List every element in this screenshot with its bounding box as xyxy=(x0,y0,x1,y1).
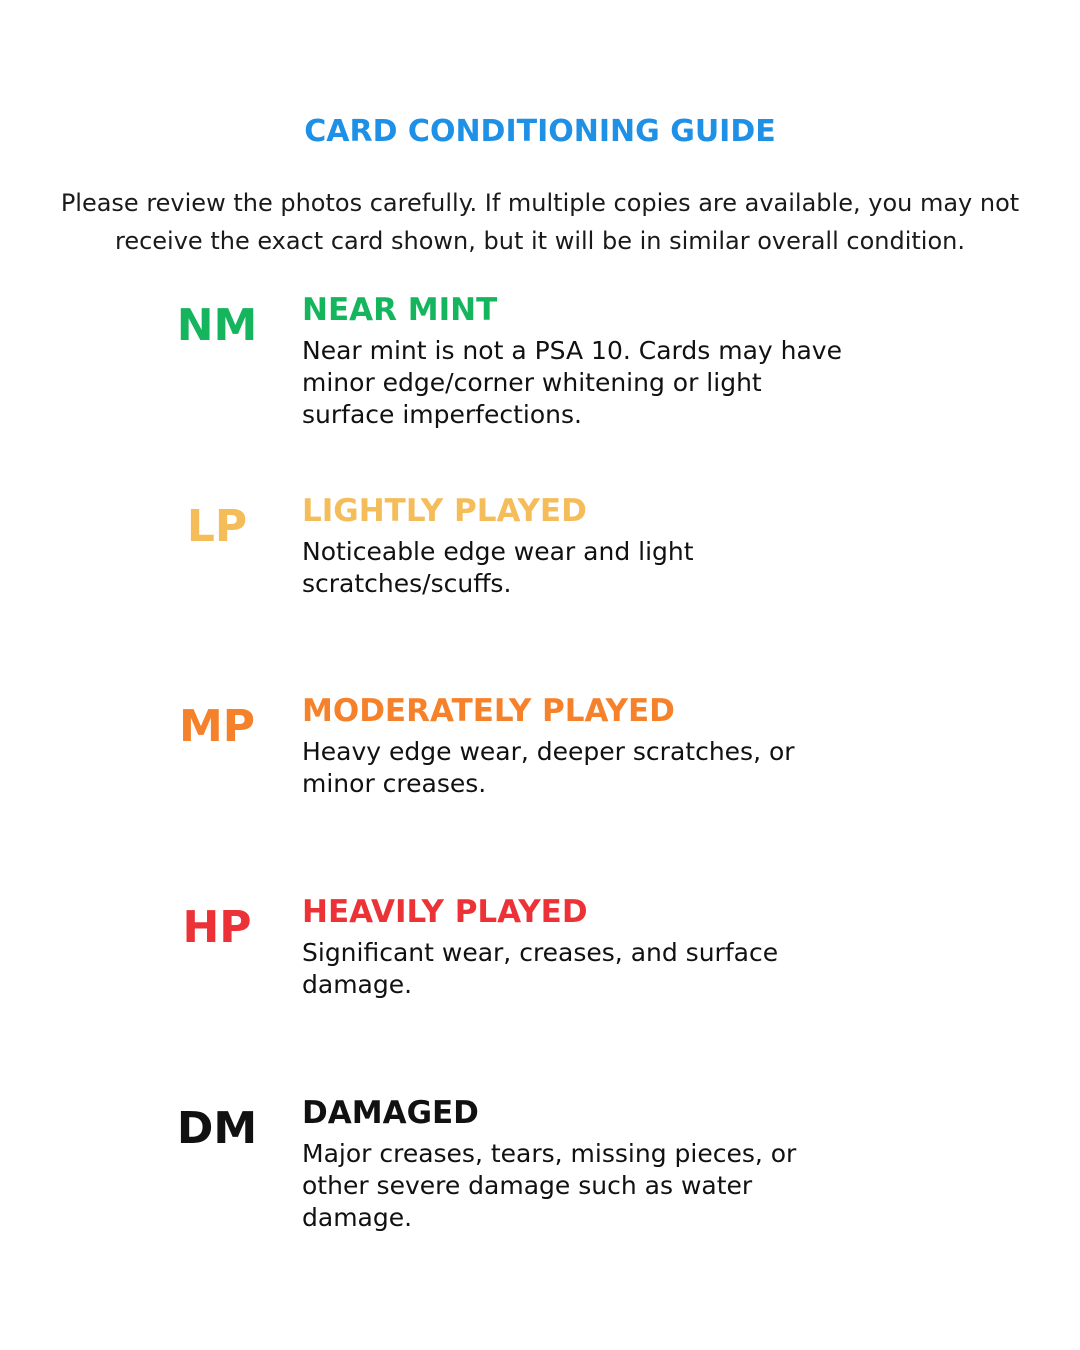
condition-near-mint xyxy=(0,290,1080,460)
intro-text: Please review the photos carefully. If multiple copies are available, you may not receive the exact card shown, but it will be in similar overall condition. xyxy=(60,189,1020,255)
condition-abbr: MP xyxy=(178,701,256,752)
condition-lightly-played xyxy=(0,491,1080,661)
condition-description: Significant wear, creases, and surface damage. xyxy=(302,938,779,999)
page-title: CARD CONDITIONING GUIDE xyxy=(304,114,776,149)
condition-moderately-played xyxy=(0,691,1080,861)
condition-heading: DAMAGED xyxy=(302,1095,479,1131)
condition-heavily-played xyxy=(0,892,1080,1062)
condition-abbr: HP xyxy=(182,902,252,953)
condition-description: Noticeable edge wear and light scratches/scuffs. xyxy=(302,537,694,598)
condition-heading: LIGHTLY PLAYED xyxy=(302,493,587,529)
condition-abbr: NM xyxy=(176,300,258,351)
condition-damaged xyxy=(0,1093,1080,1263)
condition-description: Near mint is not a PSA 10. Cards may have minor edge/corner whitening or light surface imperfections. xyxy=(302,336,842,429)
condition-heading: HEAVILY PLAYED xyxy=(302,894,588,930)
condition-description: Major creases, tears, missing pieces, or other severe damage such as water damage. xyxy=(302,1139,797,1232)
condition-description: Heavy edge wear, deeper scratches, or minor creases. xyxy=(302,737,795,798)
condition-heading: NEAR MINT xyxy=(302,292,498,328)
condition-abbr: LP xyxy=(186,501,248,552)
condition-heading: MODERATELY PLAYED xyxy=(302,693,675,729)
condition-abbr: DM xyxy=(176,1103,258,1154)
